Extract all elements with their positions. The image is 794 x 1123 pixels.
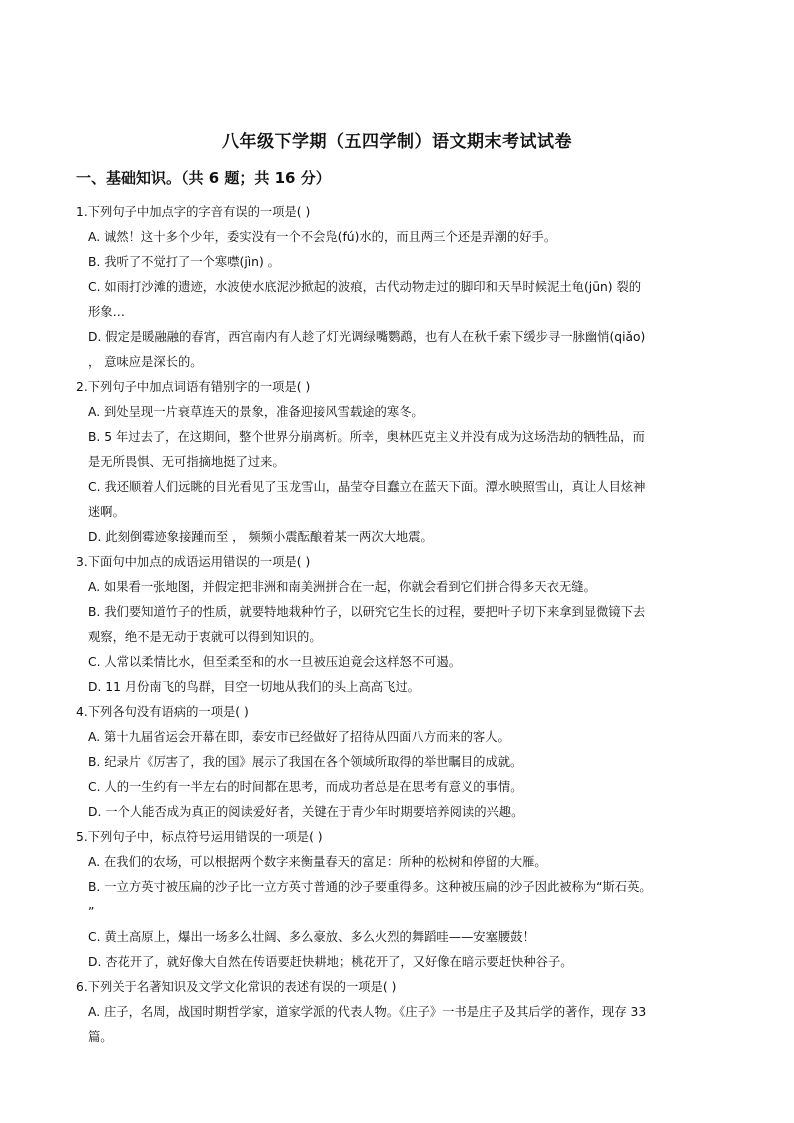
question-2 <box>76 375 724 550</box>
option-line-continued: 篇。 <box>88 1030 113 1044</box>
option-line: B. 一立方英寸被压扁的沙子比一立方英寸普通的沙子要重得多。这种被压扁的沙子因此被称为“斯石英。 <box>88 880 652 894</box>
question-stem: 1.下列句子中加点字的字音有误的一项是( ) <box>76 205 311 219</box>
option-line-continued: ” <box>88 905 95 919</box>
option-line: B. 我们要知道竹子的性质，就要特地栽种竹子，以研究它生长的过程，要把叶子切下来拿到显微镜下去 <box>88 605 646 619</box>
option-line: C. 我还顺着人们远眺的目光看见了玉龙雪山，晶莹夺目蠢立在蓝天下面。潭水映照雪山，真让人目炫神 <box>88 480 646 494</box>
option-d[interactable] <box>76 800 724 825</box>
option-line-continued: 迷啊。 <box>88 505 125 519</box>
option-c[interactable] <box>76 275 724 325</box>
option-line: A. 到处呈现一片衰草连天的景象，准备迎接风雪载途的寒冬。 <box>88 405 424 419</box>
option-b[interactable] <box>76 750 724 775</box>
question-6 <box>76 975 724 1050</box>
option-line: C. 如雨打沙滩的遗迹，水波使水底泥沙掀起的波痕，古代动物走过的脚印和天旱时候泥土龟(jūn) 裂的 <box>88 280 642 294</box>
option-line: B. 我听了不觉打了一个寒噤(jìn) 。 <box>88 255 280 269</box>
option-line: A. 在我们的农场，可以根据两个数字来衡量春天的富足：所种的松树和停留的大雁。 <box>88 855 547 869</box>
question-4 <box>76 700 724 825</box>
question-1 <box>76 200 724 375</box>
option-b[interactable] <box>76 875 724 925</box>
option-b[interactable] <box>76 250 724 275</box>
option-c[interactable] <box>76 475 724 525</box>
question-list <box>76 200 724 1050</box>
option-a[interactable] <box>76 225 724 250</box>
option-d[interactable] <box>76 525 724 550</box>
option-a[interactable] <box>76 575 724 600</box>
page-title: 八年级下学期（五四学制）语文期末考试试卷 <box>222 132 572 152</box>
question-stem: 2.下列句子中加点词语有错别字的一项是( ) <box>76 380 311 394</box>
section-heading: 一、基础知识。（共 6 题；共 16 分） <box>76 169 331 187</box>
option-d[interactable] <box>76 325 724 375</box>
question-stem: 3.下面句中加点的成语运用错误的一项是( ) <box>76 555 311 569</box>
option-line: D. 此刻倒霉迹象接踵而至 ， 频频小震酝酿着某一两次大地震。 <box>88 530 433 544</box>
question-3 <box>76 550 724 700</box>
option-line-continued: ， 意味应是深长的。 <box>88 355 203 369</box>
option-line: C. 黄土高原上，爆出一场多么壮阔、多么豪放、多么火烈的舞蹈哇——安塞腰鼓！ <box>88 930 535 944</box>
option-line: C. 人常以柔情比水，但至柔至和的水一旦被压迫竟会这样怒不可遏。 <box>88 655 462 669</box>
option-line: A. 庄子，名周，战国时期哲学家，道家学派的代表人物。《庄子》一书是庄子及其后学的著作，现存 33 <box>88 1005 647 1019</box>
option-line: B. 纪录片《厉害了，我的国》展示了我国在各个领域所取得的举世瞩目的成就。 <box>88 755 523 769</box>
option-b[interactable] <box>76 425 724 475</box>
option-line: A. 如果看一张地图，并假定把非洲和南美洲拼合在一起，你就会看到它们拼合得多天衣无缝。 <box>88 580 596 594</box>
question-5 <box>76 825 724 975</box>
question-stem: 5.下列句子中，标点符号运用错误的一项是( ) <box>76 830 323 844</box>
option-a[interactable] <box>76 1000 724 1050</box>
option-line: A. 第十九届省运会开幕在即，泰安市已经做好了招待从四面八方而来的客人。 <box>88 730 510 744</box>
question-stem: 6.下列关于名著知识及文学文化常识的表述有误的一项是( ) <box>76 980 397 994</box>
option-c[interactable] <box>76 775 724 800</box>
option-d[interactable] <box>76 675 724 700</box>
option-line: D. 杏花开了，就好像大自然在传语要赶快耕地；桃花开了，又好像在暗示要赶快种谷子。 <box>88 955 573 969</box>
option-line: D. 假定是暖融融的春宵，西宫南内有人趁了灯光调绿嘴鹦鹉，也有人在秋千索下缓步寻一脉幽悄(qiǎo) <box>88 330 646 344</box>
option-c[interactable] <box>76 925 724 950</box>
option-line: D. 11 月份南飞的鸟群，目空一切地从我们的头上高高飞过。 <box>88 680 420 694</box>
option-line-continued: 观察，绝不是无动于衷就可以得到知识的。 <box>88 630 322 644</box>
option-d[interactable] <box>76 950 724 975</box>
option-a[interactable] <box>76 725 724 750</box>
option-a[interactable] <box>76 850 724 875</box>
option-line: B. 5 年过去了，在这期间，整个世界分崩离析。所幸，奥林匹克主义并没有成为这场浩劫的牺牲品，而 <box>88 430 645 444</box>
option-c[interactable] <box>76 650 724 675</box>
option-line-continued: 形象… <box>88 305 125 319</box>
option-line-continued: 是无所畏惧、无可指摘地挺了过来。 <box>88 455 285 469</box>
option-a[interactable] <box>76 400 724 425</box>
option-line: C. 人的一生约有一半左右的时间都在思考，而成功者总是在思考有意义的事情。 <box>88 780 523 794</box>
option-line: D. 一个人能否成为真正的阅读爱好者，关键在于青少年时期要培养阅读的兴趣。 <box>88 805 524 819</box>
question-stem: 4.下列各句没有语病的一项是( ) <box>76 705 249 719</box>
option-line: A. 诚然！这十多个少年，委实没有一个不会凫(fú)水的，而且两三个还是弄潮的好手。 <box>88 230 557 244</box>
option-b[interactable] <box>76 600 724 650</box>
